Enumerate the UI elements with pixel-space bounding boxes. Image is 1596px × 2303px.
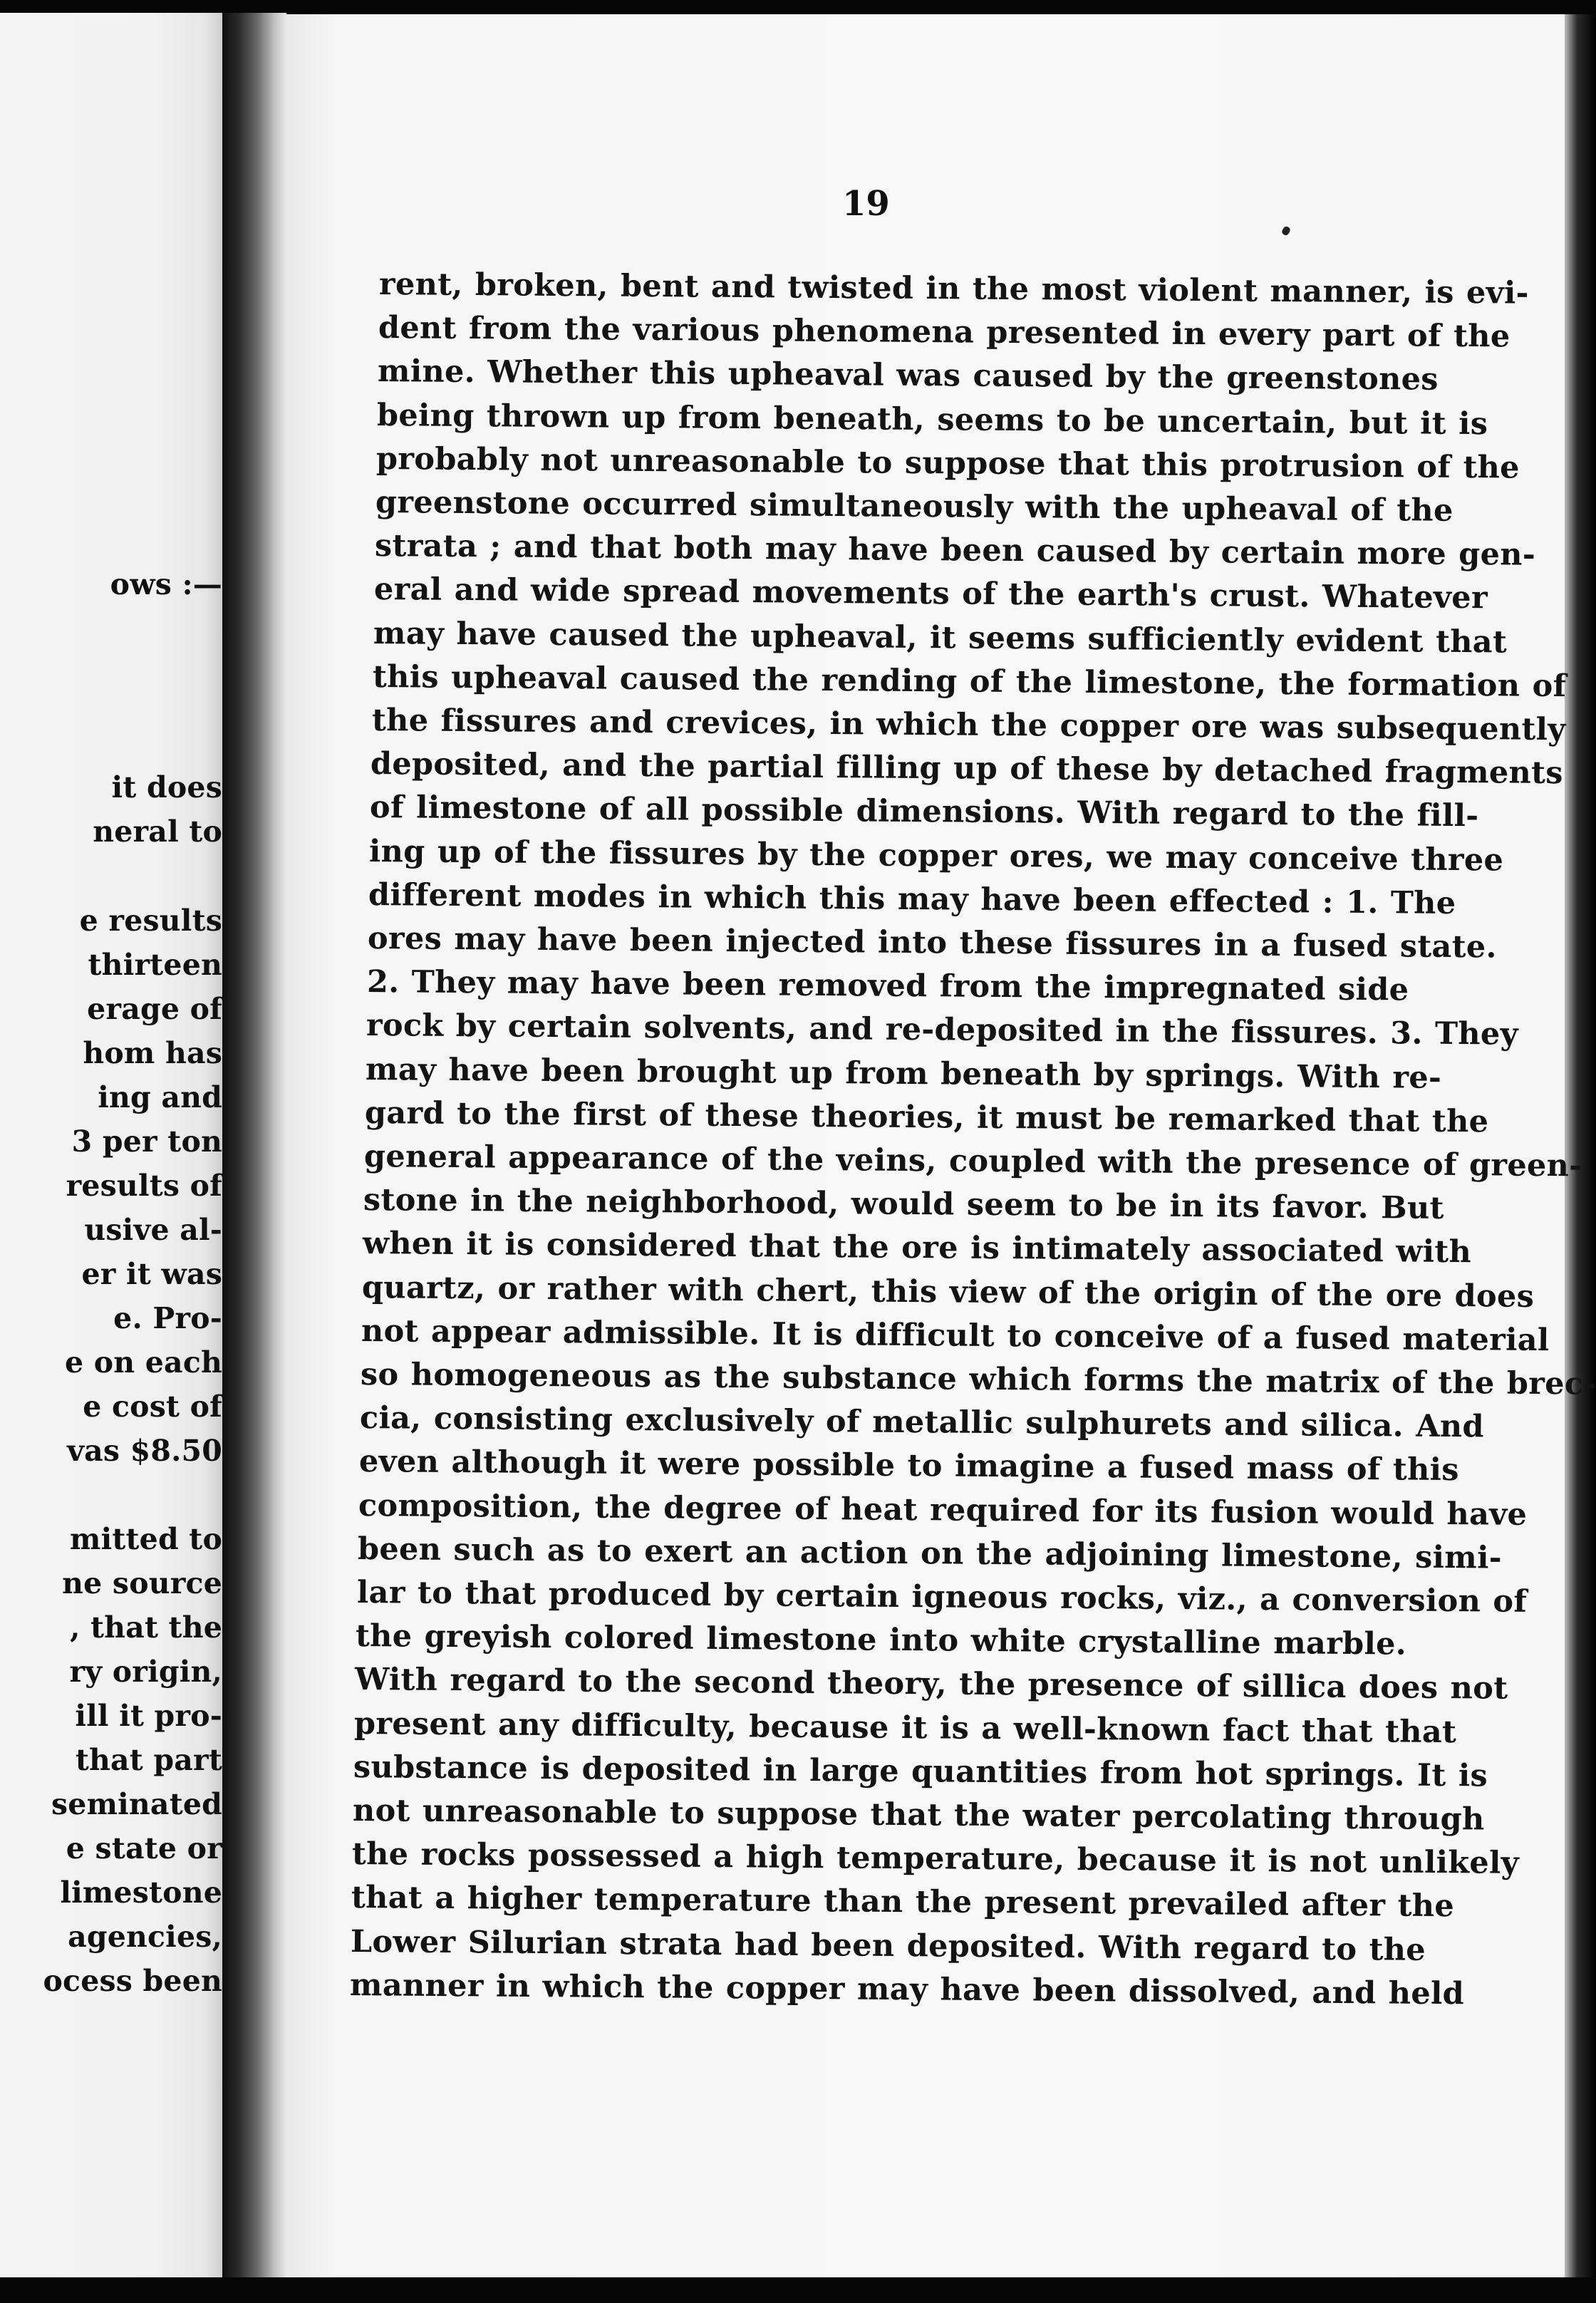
left-page-line: agencies, — [68, 1920, 222, 1954]
body-line: eral and wide spread movements of the earth's crust. Whatever — [373, 571, 1488, 616]
body-line: the rocks possessed a high temperature, because it is not unlikely — [351, 1836, 1520, 1882]
body-line: manner in which the copper may have been dissolved, and held — [349, 1967, 1465, 2012]
body-line: not unreasonable to suppose that the water percolating through — [353, 1793, 1485, 1838]
left-page-line: ing and — [98, 1080, 222, 1114]
body-line: ores may have been injected into these fissures in a fused state. — [368, 921, 1498, 966]
page-number: 19 — [842, 184, 890, 224]
left-page-line: ne source — [62, 1566, 222, 1600]
body-line: been such as to exert an action on the adjoining limestone, simi- — [357, 1531, 1502, 1576]
body-line: stone in the neighborhood, would seem to be in its favor. But — [363, 1182, 1444, 1227]
body-line: probably not unreasonable to suppose that this protrusion of the — [375, 440, 1520, 486]
left-page-line: e on each — [64, 1345, 222, 1380]
body-line: cia, consisting exclusively of metallic sulphurets and silica. And — [359, 1400, 1484, 1445]
body-line: greenstone occurred simultaneously with the upheaval of the — [375, 485, 1454, 529]
body-line: even although it were possible to imagine a fused mass of this — [358, 1444, 1459, 1489]
body-line: With regard to the second theory, the presence of sillica does not — [355, 1662, 1508, 1707]
body-line: substance is deposited in large quantities from hot springs. It is — [353, 1749, 1488, 1794]
body-line: being thrown up from beneath, seems to be uncertain, but it is — [376, 397, 1488, 442]
left-page-line: limestone — [60, 1875, 222, 1910]
left-page-line: e cost of — [83, 1389, 222, 1424]
body-line: rock by certain solvents, and re-deposited in the fissures. 3. They — [366, 1008, 1519, 1053]
left-page-line: hom has — [83, 1036, 222, 1070]
body-line: mine. Whether this upheaval was caused by the greenstones — [377, 353, 1439, 398]
body-line: may have been brought up from beneath by springs. With re- — [365, 1051, 1442, 1096]
left-page-line: , that the — [70, 1610, 222, 1645]
left-page-line: neral to — [93, 814, 222, 849]
body-line: quartz, or rather with chert, this view of the origin of the ore does — [361, 1269, 1535, 1315]
left-page-line: thirteen — [88, 948, 222, 982]
left-page-line: that part — [75, 1743, 222, 1777]
left-page-line: erage of — [87, 992, 222, 1026]
left-page-line: ows :— — [110, 567, 222, 601]
body-line: 2. They may have been removed from the impregnated side — [366, 964, 1409, 1008]
left-page-line: ry origin, — [69, 1655, 222, 1689]
left-page-line: it does — [111, 770, 222, 804]
left-page-line: mitted to — [70, 1522, 222, 1556]
body-line: dent from the various phenomena presented in every part of the — [378, 310, 1510, 355]
left-page-line: vas $8.50 — [67, 1434, 222, 1468]
left-page-line: 3 per ton — [71, 1124, 222, 1159]
body-line: of limestone of all possible dimensions. With regard to the fill- — [370, 790, 1480, 834]
body-line: deposited, and the partial filling up of these by detached fragments — [370, 746, 1564, 792]
left-page-line: ill it pro- — [75, 1699, 222, 1733]
body-line: general appearance of the veins, coupled with the presence of green- — [363, 1139, 1582, 1184]
body-line: ing up of the fissures by the copper ores, we may conceive three — [369, 833, 1504, 879]
body-line: Lower Silurian strata had been deposited. With regard to the — [350, 1923, 1426, 1968]
body-line: composition, the degree of heat required for its fusion would have — [358, 1487, 1527, 1533]
left-page-line: results of — [66, 1169, 222, 1203]
body-line: that a higher temperature than the present prevailed after the — [351, 1880, 1455, 1925]
left-page-line: e. Pro- — [113, 1301, 222, 1335]
left-page-line: er it was — [81, 1257, 222, 1291]
body-line: the greyish colored limestone into white crystalline marble. — [356, 1618, 1407, 1662]
scan-bottom-border — [0, 2277, 1596, 2303]
body-line: strata ; and that both may have been caused by certain more gen- — [374, 528, 1535, 573]
left-page-line: seminated — [51, 1787, 222, 1821]
body-line: the fissures and crevices, in which the copper ore was subsequently — [371, 703, 1566, 748]
left-page-line: e state or — [66, 1831, 222, 1865]
body-line: may have caused the upheaval, it seems sufficiently evident that — [373, 615, 1507, 661]
left-page-line: ocess been — [43, 1964, 222, 1998]
body-line: not appear admissible. It is difficult to conceive of a fused material — [361, 1313, 1550, 1358]
left-page-line: usive al- — [84, 1213, 222, 1247]
body-line: present any difficulty, because it is a well-known fact that that — [354, 1705, 1457, 1750]
body-line: rent, broken, bent and twisted in the most violent manner, is evi- — [378, 266, 1529, 311]
body-line: this upheaval caused the rending of the limestone, the formation of — [372, 658, 1567, 704]
body-line: different modes in which this may have been effected : 1. The — [368, 876, 1456, 921]
body-line: when it is considered that the ore is intimately associated with — [362, 1226, 1472, 1270]
body-line: so homogeneous as the substance which forms the matrix of the brec- — [360, 1357, 1596, 1402]
left-page-line: e results — [79, 904, 222, 938]
body-line: gard to the first of these theories, it must be remarked that the — [364, 1094, 1489, 1140]
body-line: lar to that produced by certain igneous rocks, viz., a conversion of — [356, 1575, 1527, 1620]
